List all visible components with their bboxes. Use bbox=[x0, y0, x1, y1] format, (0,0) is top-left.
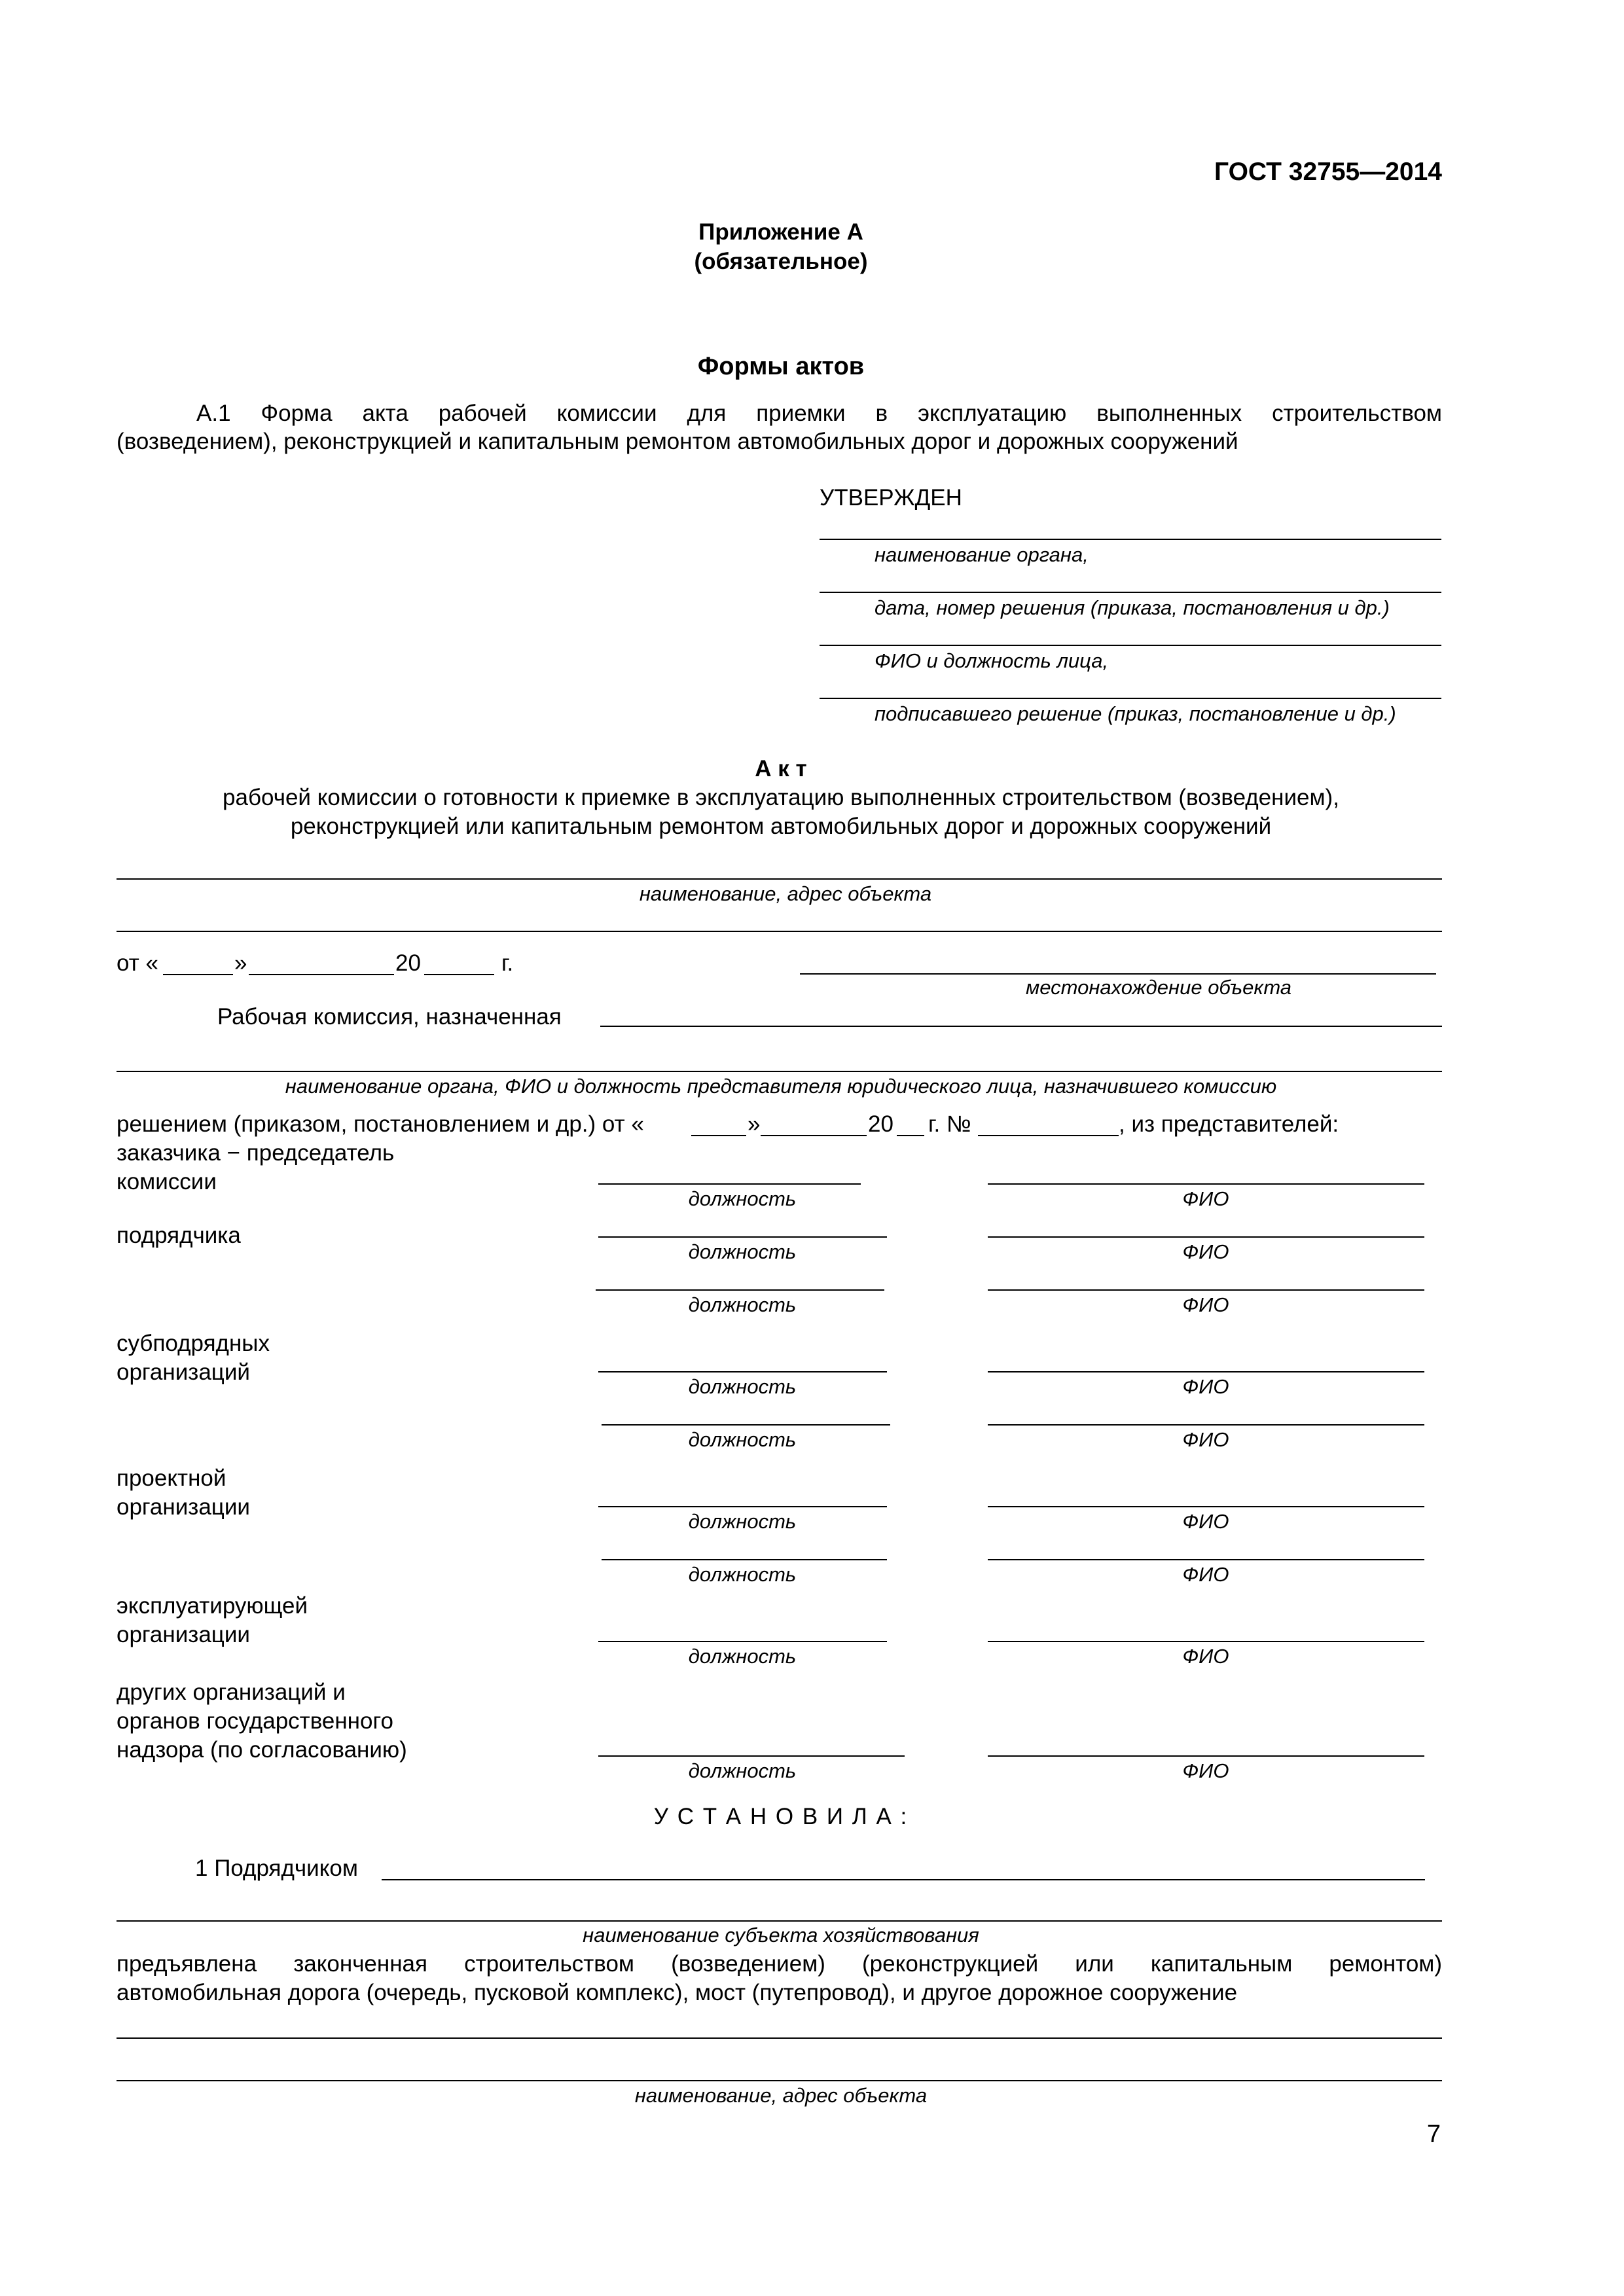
position-field[interactable] bbox=[598, 1371, 887, 1372]
position-label: должность bbox=[688, 1428, 797, 1451]
position-field[interactable] bbox=[598, 1236, 887, 1238]
position-label: должность bbox=[688, 1375, 797, 1398]
appendix-subtitle: (обязательное) bbox=[694, 249, 868, 274]
position-label: должность bbox=[688, 1293, 797, 1316]
decision-number-label: г. № bbox=[928, 1111, 971, 1137]
position-label: должность bbox=[688, 1645, 797, 1668]
object-caption: наименование, адрес объекта bbox=[639, 882, 932, 905]
group-design-line-1: проектной bbox=[117, 1465, 226, 1491]
group-other-line-1: других организаций и bbox=[117, 1679, 346, 1705]
name-field[interactable] bbox=[988, 1559, 1424, 1560]
object-line bbox=[117, 878, 1442, 880]
commission-caption: наименование органа, ФИО и должность представителя юридического лица, назначившего комиссию bbox=[285, 1075, 1277, 1098]
decision-year: 20 bbox=[868, 1111, 893, 1137]
name-field[interactable] bbox=[988, 1506, 1424, 1507]
name-field[interactable] bbox=[988, 1183, 1424, 1185]
act-subtitle-1: рабочей комиссии о готовности к приемке в эксплуатацию выполненных строительством (возведением), bbox=[223, 785, 1339, 810]
act-subtitle-2: реконструкцией или капитальным ремонтом автомобильных дорог и дорожных сооружений bbox=[290, 814, 1272, 839]
commission-line[interactable] bbox=[600, 1026, 1442, 1027]
date-prefix: от « bbox=[117, 950, 158, 976]
decision-prefix: решением (приказом, постановлением и др.) от « bbox=[117, 1111, 644, 1137]
approval-label: УТВЕРЖДЕН bbox=[820, 485, 962, 511]
commission-line-2[interactable] bbox=[117, 1071, 1442, 1072]
group-design-line-2: организации bbox=[117, 1494, 250, 1520]
item-1-label: 1 Подрядчиком bbox=[195, 1856, 358, 1881]
name-field[interactable] bbox=[988, 1371, 1424, 1372]
name-field[interactable] bbox=[988, 1641, 1424, 1642]
position-label: должность bbox=[688, 1563, 797, 1586]
decision-suffix: , из представителей: bbox=[1119, 1111, 1339, 1137]
approval-line-4 bbox=[820, 698, 1441, 699]
intro-line-1: А.1 Форма акта рабочей комиссии для приемки в эксплуатацию выполненных строительством bbox=[196, 401, 1442, 426]
decision-year-field[interactable] bbox=[897, 1135, 924, 1136]
name-label: ФИО bbox=[1182, 1375, 1229, 1398]
name-label: ФИО bbox=[1182, 1759, 1229, 1782]
date-month-field[interactable] bbox=[249, 974, 394, 975]
approval-caption-4: подписавшего решение (приказ, постановление и др.) bbox=[875, 702, 1396, 725]
position-label: должность bbox=[688, 1240, 797, 1263]
decision-number-field[interactable] bbox=[978, 1135, 1119, 1136]
decision-mid: » bbox=[748, 1111, 761, 1137]
group-operating-line-1: эксплуатирующей bbox=[117, 1593, 308, 1619]
position-field[interactable] bbox=[598, 1183, 861, 1185]
subject-line[interactable] bbox=[117, 1920, 1442, 1922]
decision-day-field[interactable] bbox=[691, 1135, 746, 1136]
established-title: У С Т А Н О В И Л А : bbox=[653, 1804, 909, 1829]
group-customer-line-1: заказчика − председатель bbox=[117, 1140, 395, 1166]
name-label: ФИО bbox=[1182, 1428, 1229, 1451]
act-title: А к т bbox=[755, 756, 807, 781]
position-label: должность bbox=[688, 1187, 797, 1210]
date-day-field[interactable] bbox=[163, 974, 233, 975]
standard-number: ГОСТ 32755—2014 bbox=[1214, 158, 1442, 186]
location-caption: местонахождение объекта bbox=[1025, 976, 1292, 999]
established-text-2: автомобильная дорога (очередь, пусковой комплекс), мост (путепровод), и другое дорожное сооружение bbox=[117, 1980, 1238, 2005]
name-label: ФИО bbox=[1182, 1645, 1229, 1668]
date-year-prefix: 20 bbox=[395, 950, 421, 976]
approval-caption-2: дата, номер решения (приказа, постановления и др.) bbox=[875, 596, 1390, 619]
name-label: ФИО bbox=[1182, 1187, 1229, 1210]
position-field[interactable] bbox=[598, 1641, 887, 1642]
position-field[interactable] bbox=[598, 1506, 887, 1507]
name-label: ФИО bbox=[1182, 1510, 1229, 1533]
approval-line-3 bbox=[820, 645, 1441, 646]
group-subcontractor-line-1: субподрядных bbox=[117, 1331, 270, 1356]
group-other-line-3: надзора (по согласованию) bbox=[117, 1737, 407, 1763]
position-field[interactable] bbox=[602, 1424, 890, 1426]
subject-caption: наименование субъекта хозяйствования bbox=[583, 1924, 979, 1946]
appendix-title: Приложение А bbox=[698, 219, 863, 245]
object-caption-2: наименование, адрес объекта bbox=[634, 2084, 928, 2107]
section-title: Формы актов bbox=[697, 353, 865, 380]
approval-line-1 bbox=[820, 539, 1441, 540]
item-1-field[interactable] bbox=[382, 1879, 1425, 1880]
date-mid: » bbox=[234, 950, 247, 976]
approval-caption-3: ФИО и должность лица, bbox=[875, 649, 1109, 672]
group-other-line-2: органов государственного bbox=[117, 1708, 393, 1734]
object-line-4[interactable] bbox=[117, 2080, 1442, 2081]
name-label: ФИО bbox=[1182, 1563, 1229, 1586]
group-contractor: подрядчика bbox=[117, 1223, 241, 1248]
name-field[interactable] bbox=[988, 1755, 1424, 1757]
object-line-2 bbox=[117, 931, 1442, 932]
approval-line-2 bbox=[820, 592, 1441, 593]
name-field[interactable] bbox=[988, 1289, 1424, 1291]
page-number: 7 bbox=[1426, 2121, 1441, 2148]
group-operating-line-2: организации bbox=[117, 1622, 250, 1647]
name-field[interactable] bbox=[988, 1424, 1424, 1426]
intro-line-2: (возведением), реконструкцией и капитальным ремонтом автомобильных дорог и дорожных сооружений bbox=[117, 429, 1238, 454]
name-label: ФИО bbox=[1182, 1293, 1229, 1316]
position-field[interactable] bbox=[598, 1755, 905, 1757]
approval-caption-1: наименование органа, bbox=[875, 543, 1089, 566]
object-line-3[interactable] bbox=[117, 2037, 1442, 2039]
position-field[interactable] bbox=[602, 1559, 887, 1560]
location-line[interactable] bbox=[800, 973, 1436, 975]
date-suffix: г. bbox=[501, 950, 514, 976]
position-field[interactable] bbox=[596, 1289, 884, 1291]
commission-label: Рабочая комиссия, назначенная bbox=[217, 1004, 562, 1030]
decision-month-field[interactable] bbox=[761, 1135, 867, 1136]
position-label: должность bbox=[688, 1510, 797, 1533]
position-label: должность bbox=[688, 1759, 797, 1782]
name-label: ФИО bbox=[1182, 1240, 1229, 1263]
group-subcontractor-line-2: организаций bbox=[117, 1359, 250, 1385]
name-field[interactable] bbox=[988, 1236, 1424, 1238]
group-customer-line-2: комиссии bbox=[117, 1169, 217, 1194]
established-text-1: предъявлена законченная строительством (возведением) (реконструкцией или капитальным ремонтом) bbox=[117, 1951, 1442, 1977]
date-year-field[interactable] bbox=[424, 974, 494, 975]
